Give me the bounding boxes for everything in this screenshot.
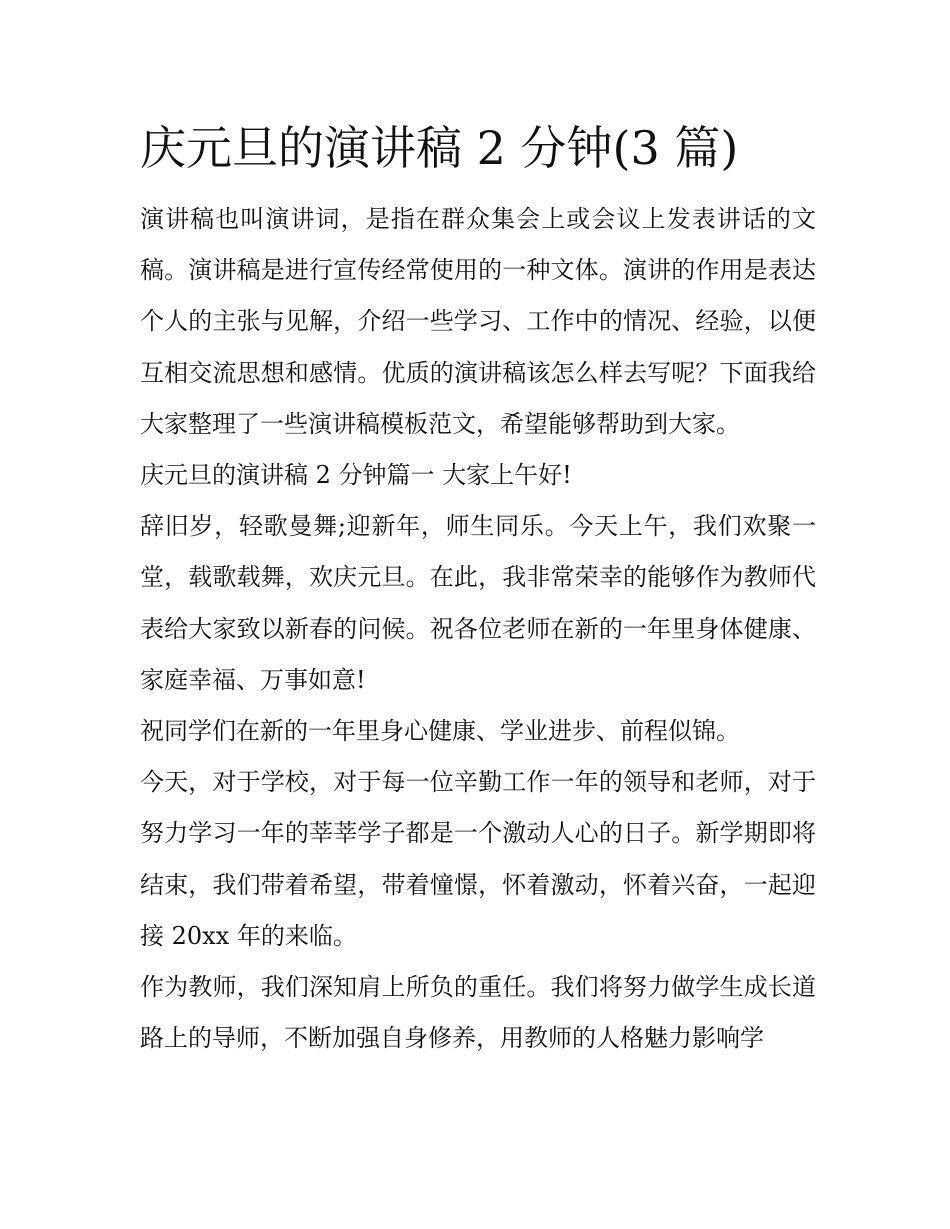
paragraph-greeting: 庆元旦的演讲稿 2 分钟篇一 大家上午好! <box>140 461 572 490</box>
paragraph-wishes: 祝同学们在新的一年里身心健康、学业进步、前程似锦。 <box>140 717 740 746</box>
paragraph-teachers: 作为教师，我们深知肩上所负的重任。我们将努力做学生成长道路上的导师，不断加强自身修养，用教师的人格魅力影响学 <box>140 973 816 1053</box>
paragraph-intro: 演讲稿也叫演讲词，是指在群众集会上或会议上发表讲话的文稿。演讲稿是进行宣传经常使用的一种文体。演讲的作用是表达个人的主张与见解，介绍一些学习、工作中的情况、经验，以便互相交流思想和感情。优质的演讲稿该怎么样去写呢？下面我给大家整理了一些演讲稿模板范文，希望能够帮助到大家。 <box>140 205 816 438</box>
document-page <box>140 112 816 1064</box>
paragraph-new-year: 辞旧岁，轻歌曼舞;迎新年，师生同乐。今天上午，我们欢聚一堂，载歌载舞，欢庆元旦。在此，我非常荣幸的能够作为教师代表给大家致以新春的问候。祝各位老师在新的一年里身体健康、家庭幸福、万事如意! <box>140 512 816 694</box>
paragraph-today: 今天，对于学校，对于每一位辛勤工作一年的领导和老师，对于努力学习一年的莘莘学子都是一个激动人心的日子。新学期即将结束，我们带着希望，带着憧憬，怀着激动，怀着兴奋，一起迎接 20xx 年的来临。 <box>140 768 816 950</box>
document-title: 庆元旦的演讲稿 2 分钟(3 篇) <box>140 121 739 175</box>
